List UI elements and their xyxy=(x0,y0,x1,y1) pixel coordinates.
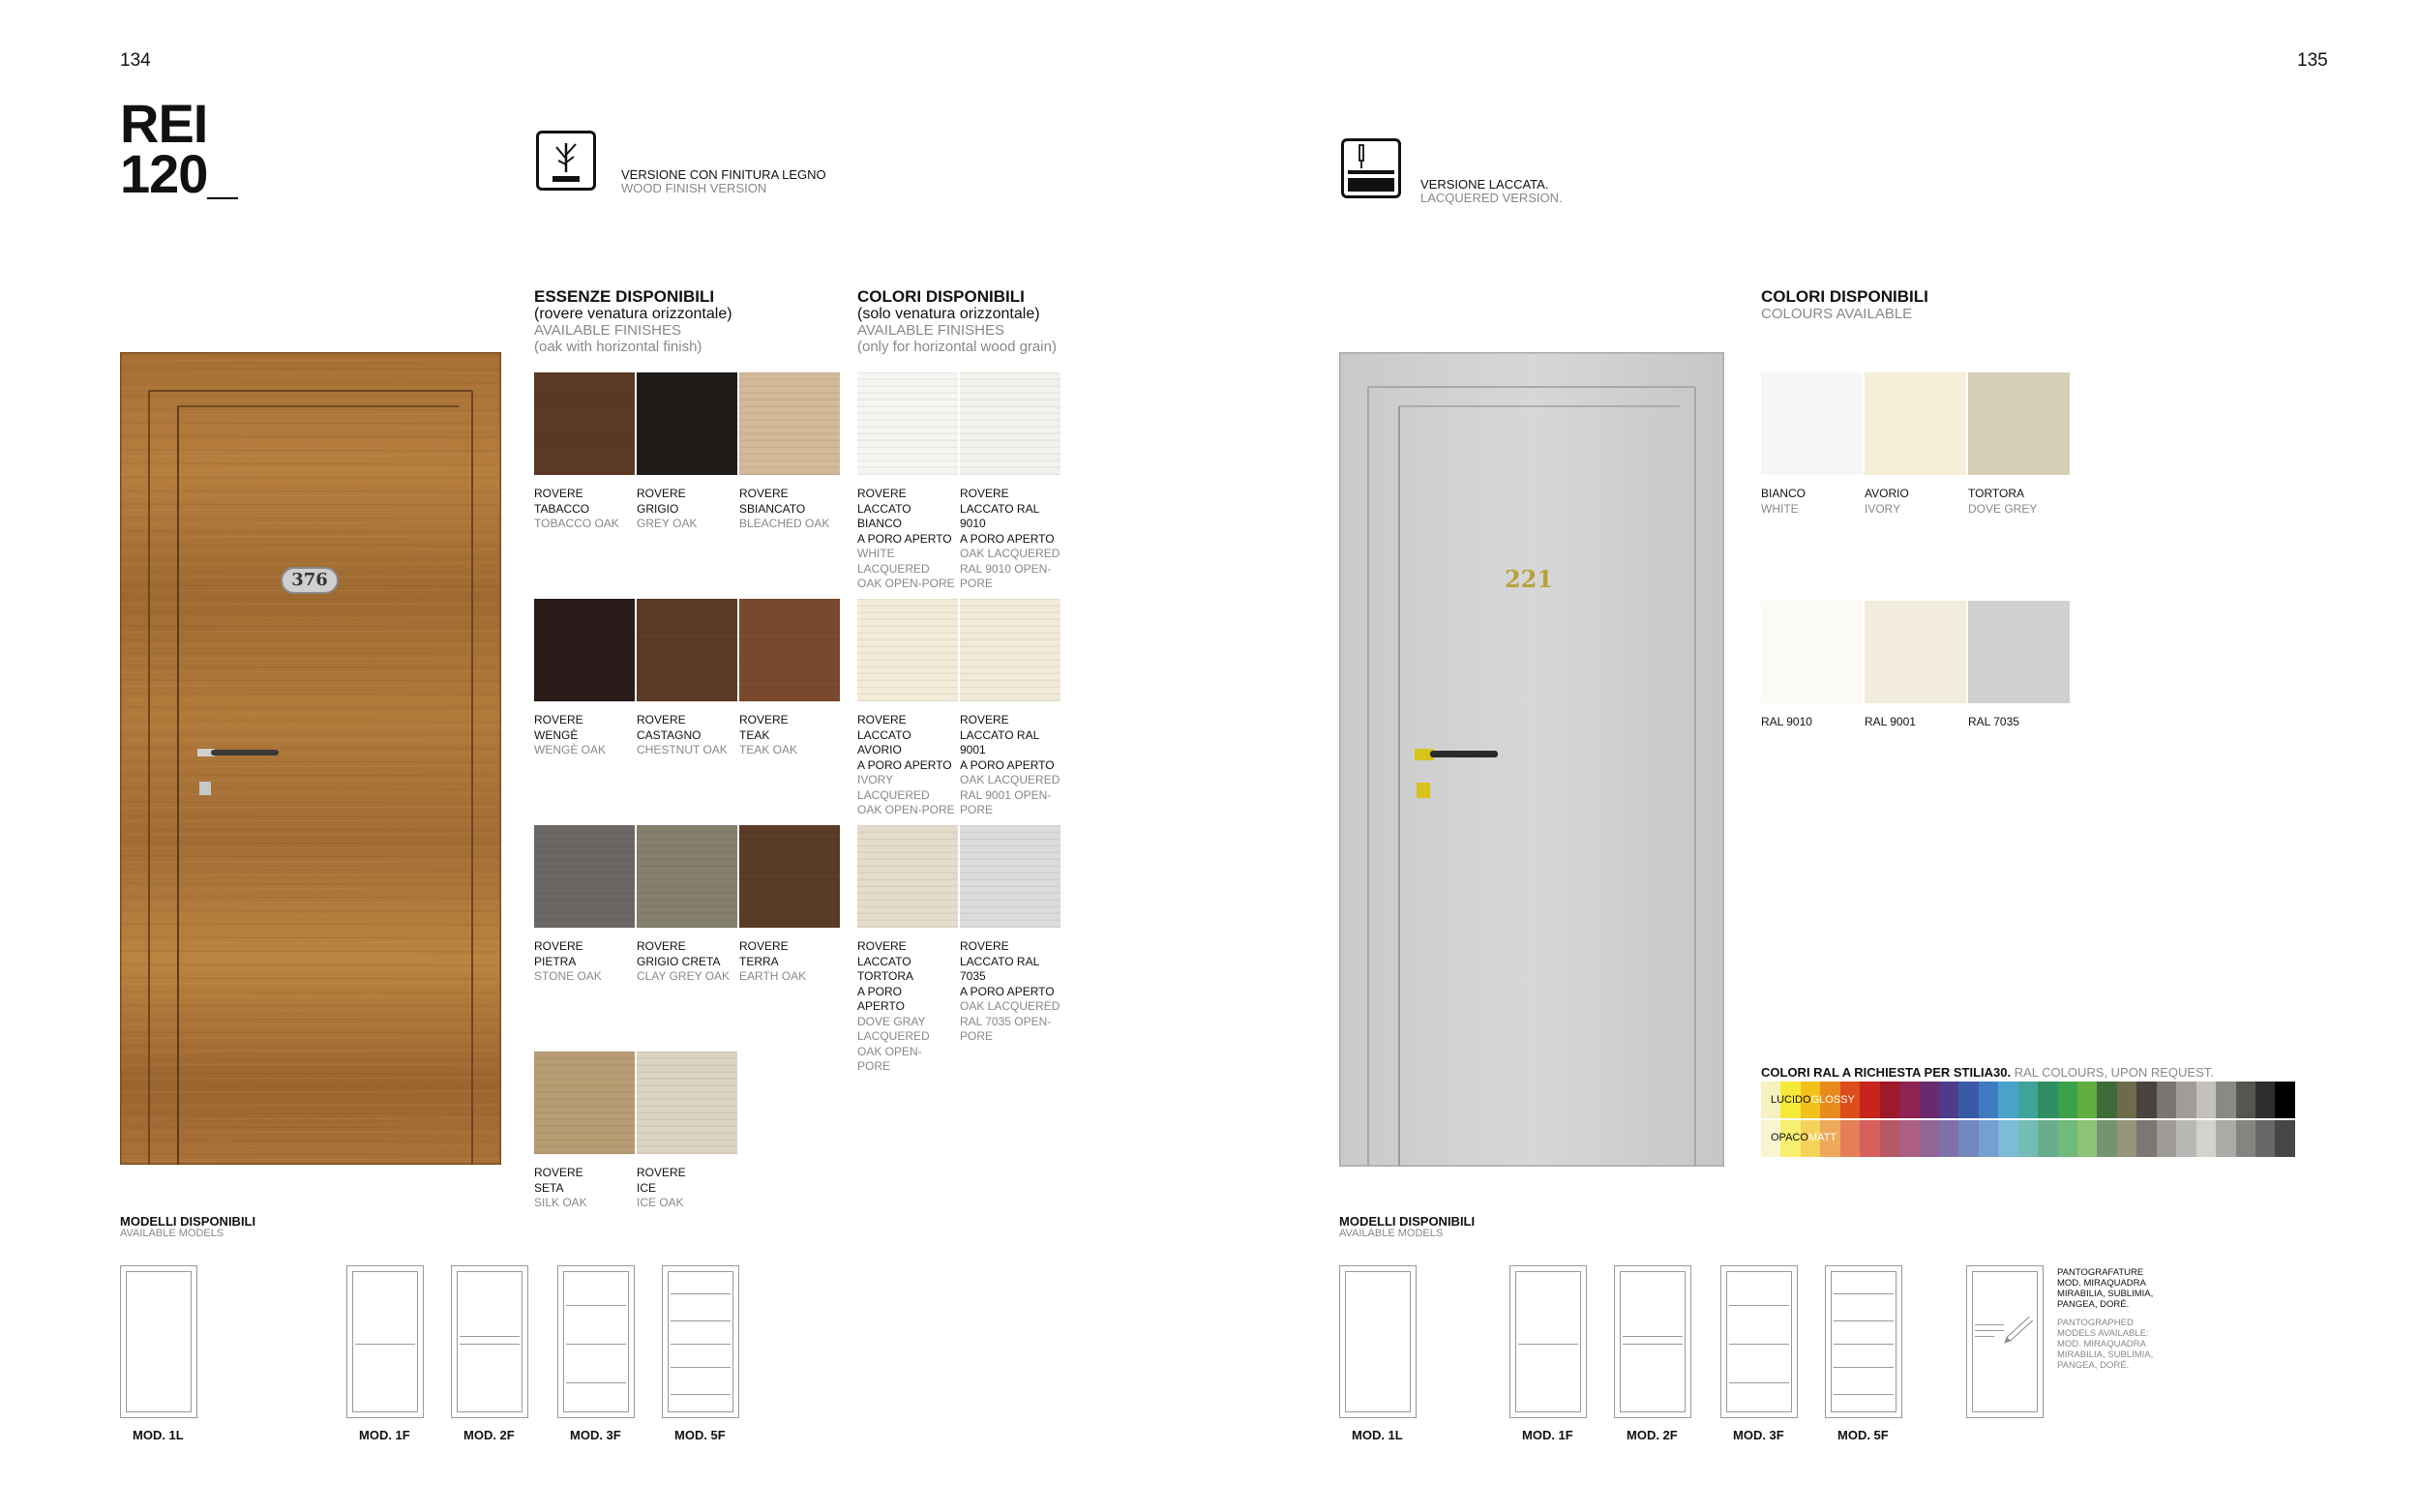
lacquered-version-label xyxy=(1420,178,1563,205)
models-title-it-left: MODELLI DISPONIBILI xyxy=(120,1214,256,1229)
model-label-4: MOD. 5F xyxy=(674,1428,726,1442)
swatch-name-en: IVORY xyxy=(1865,501,1901,516)
swatch-name-it: ROVERE GRIGIO CRETA xyxy=(637,939,721,968)
swatch-name-it: ROVERE ICE xyxy=(637,1166,686,1195)
model-drawing-2 xyxy=(1614,1265,1691,1418)
models-title-en-left: AVAILABLE MODELS xyxy=(120,1228,224,1239)
ral-matt-cell-16 xyxy=(2077,1120,2097,1157)
pencil-icon xyxy=(2004,1311,2043,1349)
ral-matt-cell-26 xyxy=(2275,1120,2294,1157)
ral-matt-cell-11 xyxy=(1979,1120,1998,1157)
swatch-essences-grid-4 xyxy=(637,599,737,701)
model-drawing-1 xyxy=(346,1265,424,1418)
swatch-label-essences-grid-4 xyxy=(637,713,737,758)
swatch-label-essences-grid-0 xyxy=(534,487,635,532)
swatch-name-it: ROVERE TABACCO xyxy=(534,487,590,516)
model-drawing-0 xyxy=(1339,1265,1417,1418)
ral-matt-cell-17 xyxy=(2097,1120,2116,1157)
swatch-name-en: EARTH OAK xyxy=(739,969,807,983)
swatch-name-en: OAK LACQUERED RAL 7035 OPEN- PORE xyxy=(960,999,1060,1043)
pantograph-text-it: PANTOGRAFATURE MOD. MIRAQUADRA MIRABILIA, SUBLIMIA, PANGEA, DORÉ. xyxy=(2057,1267,2154,1310)
ral-matt-cell-15 xyxy=(2058,1120,2077,1157)
swatch-label-lacquered-colours-grid-4 xyxy=(1865,715,1965,730)
lacquered-colours-title-it: COLORI DISPONIBILI xyxy=(1761,287,1928,306)
swatch-label-lacquered-colours-grid-2 xyxy=(1968,487,2069,517)
wood-colours-title-en: AVAILABLE FINISHES xyxy=(857,322,1004,339)
swatch-name-it: ROVERE TEAK xyxy=(739,713,789,742)
essences-title-it: ESSENZE DISPONIBILI xyxy=(534,287,715,306)
ral-matt-cell-4 xyxy=(1840,1120,1860,1157)
essences-title-en: AVAILABLE FINISHES xyxy=(534,322,681,339)
swatch-label-wood-colours-grid-3 xyxy=(960,713,1060,818)
ral-matt-cell-20 xyxy=(2157,1120,2176,1157)
lacquered-version-it: VERSIONE LACCATA. xyxy=(1420,177,1549,192)
swatch-name-en: TOBACCO OAK xyxy=(534,517,619,530)
ral-matt-cell-7 xyxy=(1899,1120,1919,1157)
ral-matt-cell-12 xyxy=(1998,1120,2017,1157)
swatch-label-essences-grid-3 xyxy=(534,713,635,758)
model-label-3: MOD. 3F xyxy=(570,1428,621,1442)
essences-sub-it: (rovere venatura orizzontale) xyxy=(534,306,732,322)
model-label-3: MOD. 3F xyxy=(1733,1428,1784,1442)
ral-glossy-cell-21 xyxy=(2176,1082,2195,1118)
model-label-2: MOD. 2F xyxy=(1627,1428,1678,1442)
model-label-4: MOD. 5F xyxy=(1837,1428,1889,1442)
swatch-name-it: ROVERE SETA xyxy=(534,1166,583,1195)
swatch-name-it: ROVERE PIETRA xyxy=(534,939,583,968)
swatch-label-wood-colours-grid-0 xyxy=(857,487,958,592)
swatch-name-it: ROVERE WENGÈ xyxy=(534,713,583,742)
swatch-label-wood-colours-grid-2 xyxy=(857,713,958,818)
glossy-label-it: LUCIDO xyxy=(1771,1094,1811,1106)
swatch-lacquered-colours-grid-1 xyxy=(1865,372,1966,475)
model-label-0: MOD. 1L xyxy=(133,1428,184,1442)
swatch-lacquered-colours-grid-5 xyxy=(1968,601,2070,703)
swatch-name-en: GREY OAK xyxy=(637,517,698,530)
swatch-essences-grid-9 xyxy=(534,1052,635,1154)
page-number-right: 135 xyxy=(2297,50,2328,71)
swatch-name-it: RAL 9010 xyxy=(1761,715,1812,728)
page-title xyxy=(120,93,237,204)
ral-title-en: RAL COLOURS, UPON REQUEST. xyxy=(2014,1065,2214,1080)
swatch-name-it: ROVERE LACCATO AVORIO A PORO APERTO xyxy=(857,713,952,772)
swatch-name-en: ICE OAK xyxy=(637,1196,684,1209)
ral-matt-cell-13 xyxy=(2018,1120,2038,1157)
swatch-name-en: WHITE LACQUERED OAK OPEN-PORE xyxy=(857,547,955,590)
swatch-name-it: ROVERE LACCATO RAL 9010 A PORO APERTO xyxy=(960,487,1055,546)
ral-glossy-cell-23 xyxy=(2216,1082,2235,1118)
swatch-name-it: RAL 9001 xyxy=(1865,715,1916,728)
swatch-name-it: BIANCO xyxy=(1761,487,1807,500)
lacquered-colours-title-en: COLOURS AVAILABLE xyxy=(1761,306,1913,322)
swatch-essences-grid-8 xyxy=(739,825,840,928)
ral-glossy-cell-22 xyxy=(2196,1082,2216,1118)
ral-glossy-cell-26 xyxy=(2275,1082,2294,1118)
swatch-lacquered-colours-grid-4 xyxy=(1865,601,1966,703)
wood-colours-header xyxy=(857,288,1057,355)
swatch-name-it: ROVERE CASTAGNO xyxy=(637,713,702,742)
glossy-label xyxy=(1771,1094,1855,1106)
wood-colours-sub-en: (only for horizontal wood grain) xyxy=(857,339,1057,355)
ral-matt-cell-19 xyxy=(2136,1120,2156,1157)
ral-matt-cell-14 xyxy=(2038,1120,2057,1157)
swatch-label-wood-colours-grid-5 xyxy=(960,939,1060,1045)
lacquered-colours-header xyxy=(1761,288,1928,322)
wood-door-photo xyxy=(120,352,501,1165)
swatch-name-it: RAL 7035 xyxy=(1968,715,2019,728)
ral-glossy-cell-7 xyxy=(1899,1082,1919,1118)
swatch-essences-grid-7 xyxy=(637,825,737,928)
swatch-essences-grid-2 xyxy=(739,372,840,475)
ral-glossy-cell-12 xyxy=(1998,1082,2017,1118)
swatch-lacquered-colours-grid-2 xyxy=(1968,372,2070,475)
ral-matt-cell-8 xyxy=(1920,1120,1939,1157)
swatch-wood-colours-grid-2 xyxy=(857,599,958,701)
ral-glossy-cell-24 xyxy=(2236,1082,2255,1118)
swatch-name-en: TEAK OAK xyxy=(739,743,798,756)
ral-matt-cell-18 xyxy=(2117,1120,2136,1157)
wood-version-label xyxy=(621,168,826,195)
ral-matt-cell-24 xyxy=(2236,1120,2255,1157)
ral-matt-cell-25 xyxy=(2255,1120,2275,1157)
swatch-name-en: SILK OAK xyxy=(534,1196,587,1209)
swatch-name-it: TORTORA xyxy=(1968,487,2025,500)
ral-glossy-cell-15 xyxy=(2058,1082,2077,1118)
ral-glossy-cell-17 xyxy=(2097,1082,2116,1118)
swatch-name-it: ROVERE LACCATO BIANCO A PORO APERTO xyxy=(857,487,952,546)
title-line-1: REI xyxy=(120,93,208,154)
swatch-name-en: CLAY GREY OAK xyxy=(637,969,731,983)
model-drawing-1 xyxy=(1509,1265,1587,1418)
swatch-name-en: CHESTNUT OAK xyxy=(637,743,728,756)
ral-glossy-cell-25 xyxy=(2255,1082,2275,1118)
swatch-wood-colours-grid-0 xyxy=(857,372,958,475)
ral-matt-cell-5 xyxy=(1860,1120,1879,1157)
ral-matt-strip xyxy=(1761,1120,2295,1157)
swatch-name-it: ROVERE TERRA xyxy=(739,939,789,968)
pantograph-model-drawing xyxy=(1966,1265,2044,1418)
swatch-label-lacquered-colours-grid-3 xyxy=(1761,715,1862,730)
matt-label-it: OPACO xyxy=(1771,1132,1808,1143)
door-number: 376 xyxy=(291,570,328,590)
swatch-label-essences-grid-5 xyxy=(739,713,840,758)
ral-glossy-cell-18 xyxy=(2117,1082,2136,1118)
swatch-essences-grid-5 xyxy=(739,599,840,701)
models-title-it-right: MODELLI DISPONIBILI xyxy=(1339,1214,1476,1229)
model-drawing-4 xyxy=(662,1265,739,1418)
swatch-name-en: WENGÈ OAK xyxy=(534,743,607,756)
swatch-lacquered-colours-grid-0 xyxy=(1761,372,1863,475)
ral-glossy-cell-11 xyxy=(1979,1082,1998,1118)
lacquered-version-en: LACQUERED VERSION. xyxy=(1420,191,1563,205)
tree-icon xyxy=(536,131,596,191)
ral-glossy-cell-14 xyxy=(2038,1082,2057,1118)
swatch-name-en: WHITE xyxy=(1761,501,1799,516)
title-line-2: 120_ xyxy=(120,143,237,204)
swatch-label-essences-grid-8 xyxy=(739,939,840,985)
page-number-left: 134 xyxy=(120,50,151,71)
ral-glossy-cell-9 xyxy=(1939,1082,1958,1118)
swatch-name-it: ROVERE LACCATO RAL 9001 A PORO APERTO xyxy=(960,713,1055,772)
swatch-name-en: IVORY LACQUERED OAK OPEN-PORE xyxy=(857,773,955,816)
swatch-label-essences-grid-2 xyxy=(739,487,840,532)
models-header-right xyxy=(1339,1215,1475,1240)
model-label-1: MOD. 1F xyxy=(1522,1428,1573,1442)
swatch-name-en: BLEACHED OAK xyxy=(739,517,830,530)
swatch-label-lacquered-colours-grid-0 xyxy=(1761,487,1862,517)
ral-glossy-cell-19 xyxy=(2136,1082,2156,1118)
swatch-essences-grid-1 xyxy=(637,372,737,475)
swatch-name-it: ROVERE GRIGIO xyxy=(637,487,686,516)
wood-version-it: VERSIONE CON FINITURA LEGNO xyxy=(621,167,826,182)
ral-glossy-cell-5 xyxy=(1860,1082,1879,1118)
ral-glossy-cell-8 xyxy=(1920,1082,1939,1118)
swatch-wood-colours-grid-4 xyxy=(857,825,958,928)
model-drawing-3 xyxy=(557,1265,635,1418)
model-drawing-3 xyxy=(1720,1265,1798,1418)
ral-matt-cell-22 xyxy=(2196,1120,2216,1157)
ral-glossy-cell-13 xyxy=(2018,1082,2038,1118)
swatch-label-essences-grid-7 xyxy=(637,939,737,985)
model-drawing-4 xyxy=(1825,1265,1902,1418)
swatch-label-lacquered-colours-grid-5 xyxy=(1968,715,2069,730)
wood-colours-title-it: COLORI DISPONIBILI xyxy=(857,287,1025,306)
pantograph-text xyxy=(2057,1267,2164,1371)
ral-glossy-cell-20 xyxy=(2157,1082,2176,1118)
ral-matt-cell-23 xyxy=(2216,1120,2235,1157)
swatch-name-it: ROVERE SBIANCATO xyxy=(739,487,806,516)
swatch-essences-grid-0 xyxy=(534,372,635,475)
swatch-essences-grid-6 xyxy=(534,825,635,928)
essences-sub-en: (oak with horizontal finish) xyxy=(534,339,702,355)
ral-glossy-cell-6 xyxy=(1880,1082,1899,1118)
swatch-name-it: ROVERE LACCATO TORTORA A PORO APERTO xyxy=(857,939,914,1013)
models-title-en-right: AVAILABLE MODELS xyxy=(1339,1228,1444,1239)
swatch-name-it: AVORIO xyxy=(1865,487,1909,500)
lacquered-door-photo xyxy=(1339,352,1724,1167)
swatch-name-en: OAK LACQUERED RAL 9010 OPEN- PORE xyxy=(960,547,1060,590)
matt-label-en: MATT xyxy=(1807,1132,1837,1143)
swatch-label-wood-colours-grid-1 xyxy=(960,487,1060,592)
models-header-left xyxy=(120,1215,255,1240)
ral-glossy-cell-10 xyxy=(1958,1082,1978,1118)
swatch-essences-grid-10 xyxy=(637,1052,737,1154)
matt-label xyxy=(1771,1132,1837,1143)
ral-title-it: COLORI RAL A RICHIESTA PER STILIA30. xyxy=(1761,1065,2012,1080)
swatch-label-essences-grid-10 xyxy=(637,1166,737,1211)
swatch-label-wood-colours-grid-4 xyxy=(857,939,958,1075)
ral-matt-cell-21 xyxy=(2176,1120,2195,1157)
model-label-0: MOD. 1L xyxy=(1352,1428,1403,1442)
model-drawing-2 xyxy=(451,1265,528,1418)
swatch-name-en: DOVE GREY xyxy=(1968,501,2038,516)
lacquered-door-number: 221 xyxy=(1504,565,1554,593)
wood-version-en: WOOD FINISH VERSION xyxy=(621,181,767,195)
swatch-label-essences-grid-9 xyxy=(534,1166,635,1211)
ral-matt-cell-9 xyxy=(1939,1120,1958,1157)
swatch-label-essences-grid-6 xyxy=(534,939,635,985)
swatch-lacquered-colours-grid-3 xyxy=(1761,601,1863,703)
ral-matt-cell-10 xyxy=(1958,1120,1978,1157)
model-label-1: MOD. 1F xyxy=(359,1428,410,1442)
swatch-wood-colours-grid-3 xyxy=(960,599,1060,701)
ral-header xyxy=(1761,1065,2214,1080)
paint-roller-icon xyxy=(1341,138,1401,198)
swatch-label-essences-grid-1 xyxy=(637,487,737,532)
swatch-wood-colours-grid-5 xyxy=(960,825,1060,928)
swatch-name-en: DOVE GRAY LACQUERED OAK OPEN- PORE xyxy=(857,1014,930,1073)
ral-matt-cell-6 xyxy=(1880,1120,1899,1157)
model-label-2: MOD. 2F xyxy=(463,1428,515,1442)
swatch-name-en: STONE OAK xyxy=(534,969,602,983)
wood-colours-sub-it: (solo venatura orizzontale) xyxy=(857,306,1040,322)
swatch-wood-colours-grid-1 xyxy=(960,372,1060,475)
pantograph-text-en: PANTOGRAPHED MODELS AVAILABLE: MOD. MIRAQUADRA MIRABILIA, SUBLIMIA, PANGEA, DORÉ. xyxy=(2057,1318,2154,1371)
swatch-name-en: OAK LACQUERED RAL 9001 OPEN- PORE xyxy=(960,773,1060,816)
swatch-name-it: ROVERE LACCATO RAL 7035 A PORO APERTO xyxy=(960,939,1055,998)
swatch-essences-grid-3 xyxy=(534,599,635,701)
model-drawing-0 xyxy=(120,1265,197,1418)
ral-glossy-cell-16 xyxy=(2077,1082,2097,1118)
essences-header xyxy=(534,288,732,355)
glossy-label-en: GLOSSY xyxy=(1810,1094,1855,1106)
swatch-label-lacquered-colours-grid-1 xyxy=(1865,487,1965,517)
